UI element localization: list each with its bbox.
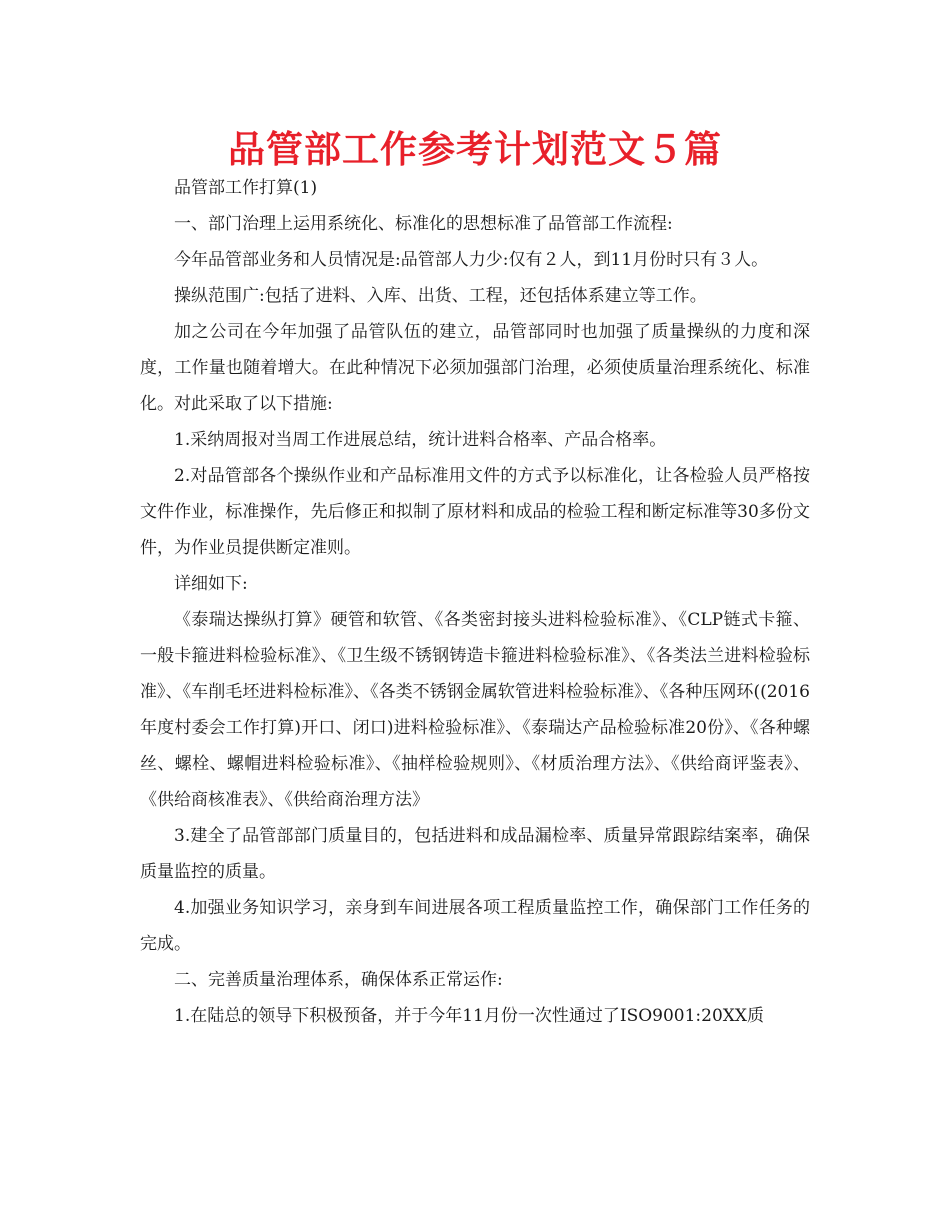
paragraph: 操纵范围广:包括了进料、入库、出货、工程，还包括体系建立等工作。 (174, 286, 707, 306)
paragraph: 4.加强业务知识学习，亲身到车间进展各项工程质量监控工作，确保部门工作任务的完成。 (140, 898, 810, 954)
document-title: 品管部工作参考计划范文５篇 (228, 128, 722, 171)
paragraph: 品管部工作打算(1) (174, 178, 318, 198)
paragraph: 今年品管部业务和人员情况是:品管部人力少:仅有２人，到11月份时只有３人。 (174, 250, 769, 270)
paragraph: 3.建全了品管部部门质量目的，包括进料和成品漏检率、质量异常跟踪结案率，确保质量监控的质量。 (140, 826, 810, 882)
paragraph: 《泰瑞达操纵打算》硬管和软管、《各类密封接头进料检验标准》、《CLP链式卡箍、一般卡箍进料检验标准》、《卫生级不锈钢铸造卡箍进料检验标准》、《各类法兰进料检验标准》、《车削毛坯进料检标准》、《各类不锈钢金属软管进料检验标准》、《各种压网环((2016年度村委会工作打算)开口、闭口)进料检验标准》、《泰瑞达产品检验标准20份》、《各种螺丝、螺栓、螺帽进料检验标准》、《抽样检验规则》、《材质治理方法》、《供给商评鉴表》、《供给商核准表》、《供给商治理方法》 (140, 610, 810, 810)
paragraph: 2.对品管部各个操纵作业和产品标准用文件的方式予以标准化，让各检验人员严格按文件作业，标准操作，先后修正和拟制了原材料和成品的检验工程和断定标准等30多份文件，为作业员提供断定准则。 (140, 466, 810, 558)
paragraph: 详细如下: (174, 574, 248, 594)
paragraph: 二、完善质量治理体系，确保体系正常运作: (174, 970, 503, 990)
paragraph: 1.在陆总的领导下积极预备，并于今年11月份一次性通过了ISO9001:20XX质 (174, 1006, 764, 1026)
document-body (140, 170, 810, 1034)
paragraph: 1.采纳周报对当周工作进展总结，统计进料合格率、产品合格率。 (174, 430, 667, 450)
paragraph: 一、部门治理上运用系统化、标准化的思想标准了品管部工作流程: (174, 214, 673, 234)
paragraph: 加之公司在今年加强了品管队伍的建立，品管部同时也加强了质量操纵的力度和深度，工作量也随着增大。在此种情况下必须加强部门治理，必须使质量治理系统化、标准化。对此采取了以下措施: (140, 322, 810, 414)
